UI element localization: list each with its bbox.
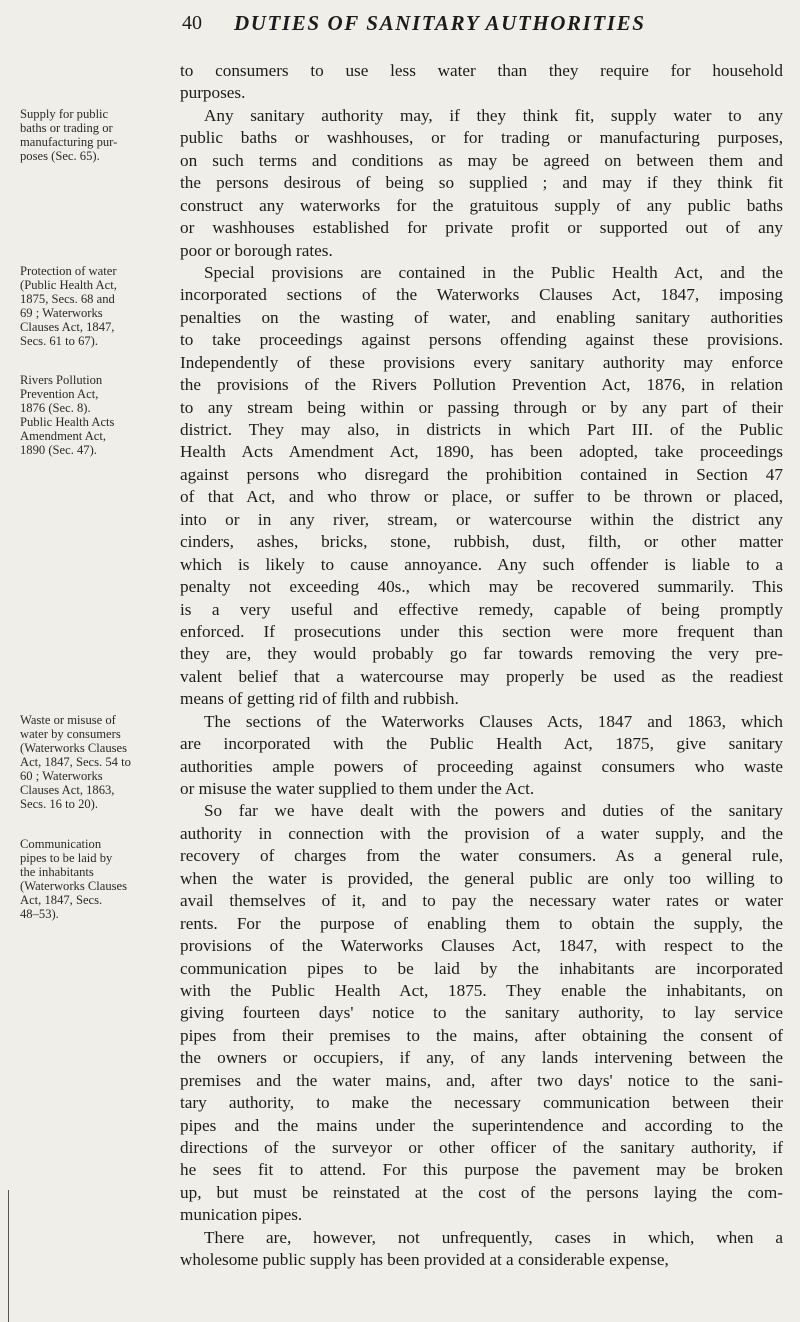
page-header [182, 8, 782, 38]
sidenote-line: Act, 1847, Secs. 54 to [20, 755, 131, 769]
sidenote-line: manufacturing pur- [20, 135, 118, 149]
sidenote-line: 48–53). [20, 907, 59, 921]
body-line: into or in any river, stream, or watercourse within the district any [180, 509, 783, 529]
body-line: avail themselves of it, and to pay the necessary water rates or water [180, 891, 783, 911]
body-line: on such terms and conditions as may be agreed on between them and [180, 150, 783, 170]
sidenote-line: Waste or misuse of [20, 713, 116, 727]
body-line: means of getting rid of filth and rubbish. [180, 689, 459, 709]
sidenote-line: Communication [20, 837, 102, 851]
sidenote-line: baths or trading or [20, 121, 113, 135]
body-text [180, 60, 783, 1272]
body-line: provisions of the Waterworks Clauses Act, 1847, with respect to the [180, 936, 783, 956]
body-line: recovery of charges from the water consumers. As a general rule, [180, 846, 783, 866]
sidenote-line: Protection of water [20, 264, 117, 278]
body-line: they are, they would probably go far towards removing the very pre- [180, 644, 783, 664]
body-line: or washhouses established for private profit or supported out of any [180, 218, 783, 238]
sidenote-line: Prevention Act, [20, 387, 99, 401]
sidenote-line: Rivers Pollution [20, 373, 103, 387]
sidenote-line: Public Health Acts [20, 415, 115, 429]
body-line: Any sanitary authority may, if they think fit, supply water to any [204, 105, 783, 125]
body-line: rents. For the purpose of enabling them to obtain the supply, the [180, 913, 783, 933]
body-line: The sections of the Waterworks Clauses Acts, 1847 and 1863, which [204, 711, 783, 731]
body-line: enforced. If prosecutions under this section were more frequent than [180, 621, 783, 641]
sidenote-line: Secs. 16 to 20). [20, 797, 99, 811]
sidenote-supply-public-baths [20, 107, 180, 163]
body-line: which is likely to cause annoyance. Any such offender is liable to a [180, 554, 783, 574]
sidenote-line: 60 ; Waterworks [20, 769, 103, 783]
body-line: penalties on the wasting of water, and enabling sanitary authorities [180, 307, 783, 327]
sidenote-line: 1876 (Sec. 8). [20, 401, 91, 415]
body-line: with the Public Health Act, 1875. They enable the inhabitants, on [180, 980, 783, 1000]
body-line: munication pipes. [180, 1205, 303, 1225]
body-line: he sees fit to attend. For this purpose the pavement may be broken [180, 1160, 783, 1180]
sidenote-line: Clauses Act, 1863, [20, 783, 115, 797]
body-line: to take proceedings against persons offending against these provisions. [180, 330, 783, 350]
body-line: There are, however, not unfrequently, cases in which, when a [204, 1227, 783, 1247]
sidenote-line: Supply for public [20, 107, 109, 121]
sidenote-line: Amendment Act, [20, 429, 107, 443]
body-line: Health Acts Amendment Act, 1890, has been adopted, take proceedings [180, 442, 783, 462]
sidenote-line: Act, 1847, Secs. [20, 893, 103, 907]
sidenote-line: 1875, Secs. 68 and [20, 292, 115, 306]
body-line: authorities ample powers of proceeding against consumers who waste [180, 756, 783, 776]
body-line: pipes from their premises to the mains, after obtaining the consent of [180, 1025, 783, 1045]
sidenote-line: (Public Health Act, [20, 278, 117, 292]
body-line: pipes and the mains under the superintendence and according to the [180, 1115, 783, 1135]
body-line: Special provisions are contained in the Public Health Act, and the [204, 262, 783, 282]
body-line: the persons desirous of being so supplied ; and may if they think fit [180, 173, 783, 193]
sidenote-communication-pipes [20, 837, 180, 921]
sidenote-line: (Waterworks Clauses [20, 879, 128, 893]
body-line: purposes. [180, 83, 246, 103]
body-line: premises and the water mains, and, after two days' notice to the sani- [180, 1070, 783, 1090]
sidenote-line: Clauses Act, 1847, [20, 320, 115, 334]
body-line: up, but must be reinstated at the cost of the persons laying the com- [180, 1182, 783, 1202]
sidenote-line: water by consumers [20, 727, 121, 741]
body-line: poor or borough rates. [180, 240, 333, 260]
body-line: Independently of these provisions every sanitary authority may enforce [180, 352, 783, 372]
sidenote-line: 69 ; Waterworks [20, 306, 103, 320]
body-line: district. They may also, in districts in which Part III. of the Public [180, 420, 783, 439]
body-line: communication pipes to be laid by the inhabitants are incorporated [180, 958, 783, 978]
sidenote-line: Secs. 61 to 67). [20, 334, 99, 348]
body-line: of that Act, and who throw or place, or suffer to be thrown or placed, [180, 487, 783, 507]
sidenote-waste-or-misuse [20, 713, 180, 811]
running-title: DUTIES OF SANITARY AUTHORITIES [234, 11, 646, 35]
body-line: the provisions of the Rivers Pollution Prevention Act, 1876, in relation [180, 375, 783, 395]
body-line: is a very useful and effective remedy, capable of being promptly [180, 599, 783, 619]
body-line: public baths or washhouses, or for trading or manufacturing purposes, [180, 128, 783, 148]
page-number: 40 [182, 12, 202, 34]
body-line: authority in connection with the provision of a water supply, and the [180, 823, 783, 843]
body-line: tary authority, to make the necessary communication between their [180, 1093, 783, 1113]
sidenote-line: the inhabitants [20, 865, 94, 879]
body-line: directions of the surveyor or other officer of the sanitary authority, if [180, 1138, 783, 1157]
margin-rule [8, 1190, 9, 1322]
body-line: cinders, ashes, bricks, stone, rubbish, dust, filth, or other matter [180, 532, 783, 552]
body-line: are incorporated with the Public Health Act, 1875, give sanitary [180, 734, 783, 754]
body-line: to consumers to use less water than they require for household [180, 61, 783, 80]
body-line: giving fourteen days' notice to the sanitary authority, to lay service [180, 1003, 783, 1023]
sidenote-protection-of-water [20, 264, 180, 348]
sidenote-line: pipes to be laid by [20, 851, 113, 865]
body-line: the owners or occupiers, if any, of any lands intervening between the [180, 1048, 783, 1068]
sidenote-rivers-pollution [20, 373, 180, 457]
body-line: construct any waterworks for the gratuitous supply of any public baths [180, 195, 783, 215]
sidenote-line: 1890 (Sec. 47). [20, 443, 97, 457]
sidenote-line: poses (Sec. 65). [20, 149, 100, 163]
body-line: valent belief that a watercourse may properly be used as the readiest [180, 666, 783, 686]
sidenote-line: (Waterworks Clauses [20, 741, 128, 755]
body-line: when the water is provided, the general public are only too willing to [180, 868, 783, 888]
body-line: penalty not exceeding 40s., which may be recovered summarily. This [180, 577, 783, 597]
body-line: So far we have dealt with the powers and duties of the sanitary [204, 801, 783, 821]
body-line: to any stream being within or passing through or by any part of their [180, 397, 783, 417]
body-line: against persons who disregard the prohibition contained in Section 47 [180, 464, 783, 484]
body-line: wholesome public supply has been provided at a considerable expense, [180, 1250, 669, 1270]
body-line: or misuse the water supplied to them under the Act. [180, 779, 535, 798]
body-line: incorporated sections of the Waterworks Clauses Act, 1847, imposing [180, 285, 783, 305]
